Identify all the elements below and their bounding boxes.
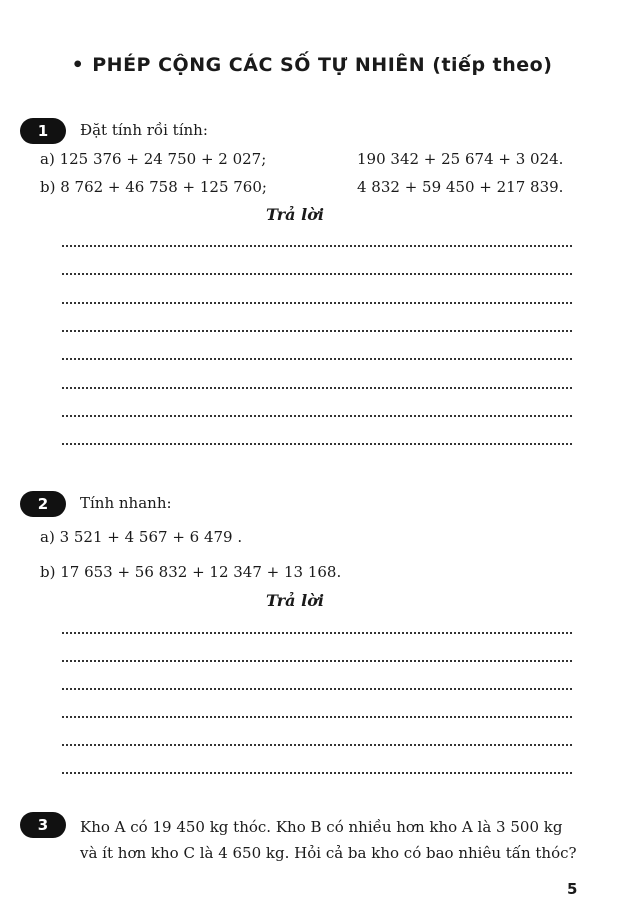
exercise-1-answer-label: Trả lời	[266, 205, 324, 224]
exercise-3-number-badge: 3	[20, 812, 66, 838]
answer-line[interactable]	[62, 688, 572, 690]
title-bullet: •	[71, 54, 85, 76]
answer-line[interactable]	[62, 330, 572, 332]
exercise-2-b: b) 17 653 + 56 832 + 12 347 + 13 168.	[40, 563, 342, 581]
answer-line[interactable]	[62, 415, 572, 417]
exercise-3-line-2: và ít hơn kho C là 4 650 kg. Hỏi cả ba kho có bao nhiêu tấn thóc?	[80, 844, 577, 862]
exercise-2-a: a) 3 521 + 4 567 + 6 479 .	[40, 528, 243, 546]
exercise-1-a-right: 190 342 + 25 674 + 3 024.	[357, 150, 564, 168]
answer-line[interactable]	[62, 387, 572, 389]
answer-line[interactable]	[62, 632, 572, 634]
exercise-2-number-badge: 2	[20, 491, 66, 517]
answer-line[interactable]	[62, 302, 572, 304]
exercise-1-a-left: a) 125 376 + 24 750 + 2 027;	[40, 150, 267, 168]
answer-line[interactable]	[62, 660, 572, 662]
answer-line[interactable]	[62, 273, 572, 275]
answer-line[interactable]	[62, 716, 572, 718]
page-number: 5	[567, 880, 578, 898]
answer-line[interactable]	[62, 772, 572, 774]
title-text: PHÉP CỘNG CÁC SỐ TỰ NHIÊN (tiếp theo)	[92, 54, 553, 76]
exercise-1-b-left: b) 8 762 + 46 758 + 125 760;	[40, 178, 267, 196]
answer-line[interactable]	[62, 358, 572, 360]
exercise-1-prompt: Đặt tính rồi tính:	[80, 121, 208, 139]
exercise-1-b-right: 4 832 + 59 450 + 217 839.	[357, 178, 564, 196]
answer-line[interactable]	[62, 245, 572, 247]
exercise-2-answer-label: Trả lời	[266, 591, 324, 610]
answer-line[interactable]	[62, 744, 572, 746]
exercise-1-number-badge: 1	[20, 118, 66, 144]
exercise-3-line-1: Kho A có 19 450 kg thóc. Kho B có nhiều hơn kho A là 3 500 kg	[80, 818, 563, 836]
answer-line[interactable]	[62, 443, 572, 445]
page-title	[0, 54, 624, 76]
exercise-2-prompt: Tính nhanh:	[80, 494, 172, 512]
